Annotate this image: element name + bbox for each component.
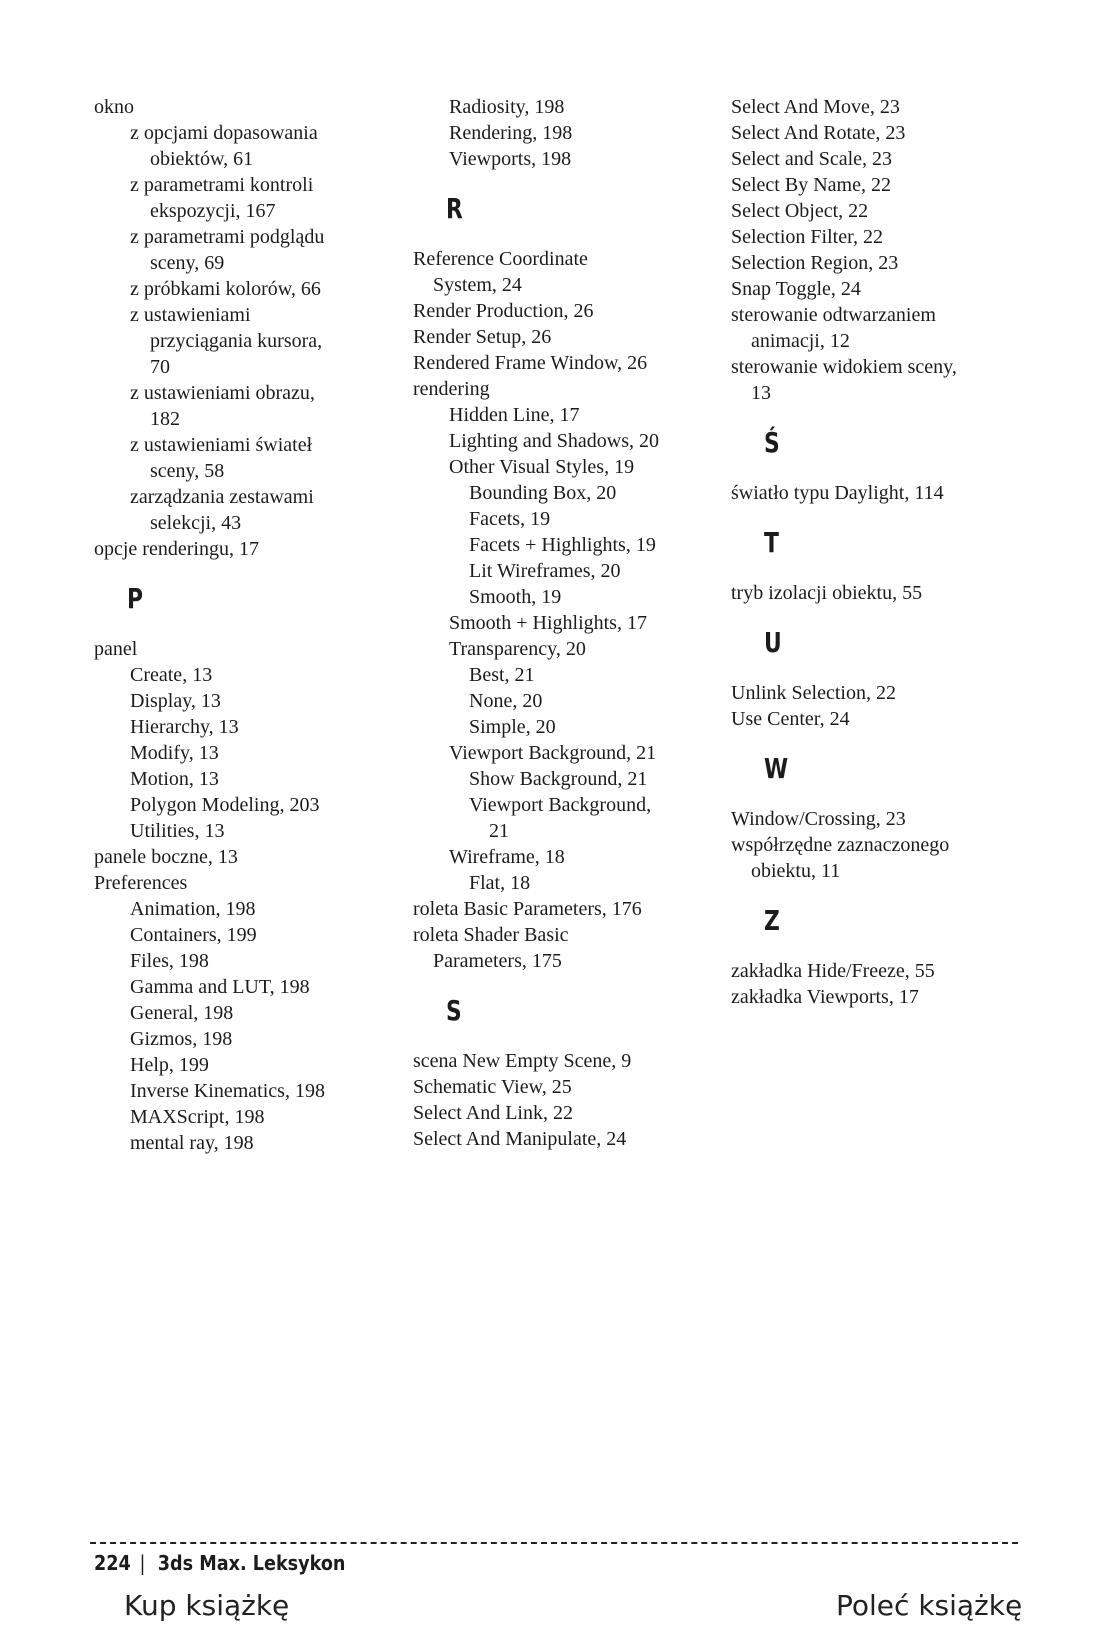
index-entry — [731, 198, 1031, 224]
index-entry-text: MAXScript, 198 — [130, 1106, 265, 1128]
index-entry-text: Help, 199 — [130, 1054, 209, 1076]
index-entry-text: zakładka Viewports, 17 — [731, 986, 919, 1008]
index-entry-continuation: animacji, 12 — [751, 330, 850, 352]
index-entry — [413, 792, 713, 844]
index-entry — [94, 276, 394, 302]
index-entry-text: sterowanie widokiem sceny, — [731, 356, 957, 378]
index-entry-text: światło typu Daylight, 114 — [731, 482, 944, 504]
index-entry — [413, 146, 713, 172]
index-entry — [731, 276, 1031, 302]
index-entry — [94, 1130, 394, 1156]
index-entry-text: Select And Move, 23 — [731, 96, 900, 118]
buy-book-link[interactable]: Kup książkę — [124, 1589, 290, 1622]
index-entry — [413, 1100, 713, 1126]
section-letter: Ś — [764, 426, 780, 459]
index-entry — [94, 120, 394, 172]
index-entry-text: Bounding Box, 20 — [469, 482, 617, 504]
index-entry-text: Selection Filter, 22 — [731, 226, 883, 248]
index-entry-text: z ustawieniami — [130, 304, 251, 326]
index-entry — [94, 1026, 394, 1052]
index-entry-text: Hidden Line, 17 — [449, 404, 580, 426]
index-entry-text: Wireframe, 18 — [449, 846, 565, 868]
index-entry — [94, 870, 394, 896]
index-entry — [413, 324, 713, 350]
index-entry — [94, 844, 394, 870]
index-entry-text: Smooth + Highlights, 17 — [449, 612, 647, 634]
index-entry — [413, 480, 713, 506]
index-entry — [413, 610, 713, 636]
index-entry — [413, 506, 713, 532]
index-entry-text: Selection Region, 23 — [731, 252, 899, 274]
index-entry — [413, 428, 713, 454]
index-entry-continuation: sceny, 58 — [150, 460, 225, 482]
index-entry — [413, 740, 713, 766]
book-title: 3ds Max. Leksykon — [157, 1551, 346, 1575]
index-entry-text: zakładka Hide/Freeze, 55 — [731, 960, 935, 982]
index-entry — [94, 172, 394, 224]
index-entry-text: współrzędne zaznaczonego — [731, 834, 950, 856]
index-entry-text: Select Object, 22 — [731, 200, 869, 222]
index-entry-text: Radiosity, 198 — [449, 96, 565, 118]
index-entry — [94, 792, 394, 818]
index-entry-continuation: sceny, 69 — [150, 252, 225, 274]
index-entry-text: z parametrami podglądu — [130, 226, 325, 248]
index-entry-text: rendering — [413, 378, 490, 400]
index-entry-text: Unlink Selection, 22 — [731, 682, 896, 704]
index-entry — [413, 870, 713, 896]
footer-separator: | — [139, 1551, 146, 1575]
index-entry — [413, 350, 713, 376]
section-letter: W — [764, 752, 789, 785]
index-entry — [731, 806, 1031, 832]
index-entry-text: z próbkami kolorów, 66 — [130, 278, 321, 300]
index-entry-continuation: System, 24 — [433, 274, 522, 296]
index-entry-text: Lighting and Shadows, 20 — [449, 430, 659, 452]
index-entry — [413, 120, 713, 146]
section-letter: Z — [764, 904, 780, 937]
index-entry — [413, 558, 713, 584]
index-entry — [413, 714, 713, 740]
index-entry-continuation: 70 — [150, 356, 170, 378]
index-entry — [94, 896, 394, 922]
index-entry-text: Select By Name, 22 — [731, 174, 891, 196]
index-column-2 — [413, 94, 713, 1152]
recommend-book-link[interactable]: Poleć książkę — [836, 1589, 1023, 1622]
index-entry — [413, 636, 713, 662]
index-entry — [413, 844, 713, 870]
index-entry-text: Inverse Kinematics, 198 — [130, 1080, 325, 1102]
index-entry — [731, 984, 1031, 1010]
footer-rule — [90, 1542, 1018, 1544]
index-entry — [94, 302, 394, 380]
index-entry-text: Show Background, 21 — [469, 768, 648, 790]
index-entry — [731, 224, 1031, 250]
index-entry — [413, 1074, 713, 1100]
index-entry — [94, 636, 394, 662]
index-entry — [731, 680, 1031, 706]
index-entry-text: Modify, 13 — [130, 742, 219, 764]
index-entry-continuation: ekspozycji, 167 — [150, 200, 276, 222]
index-entry — [413, 1126, 713, 1152]
index-entry — [731, 706, 1031, 732]
index-entry-text: mental ray, 198 — [130, 1132, 254, 1154]
index-entry-continuation: Parameters, 175 — [433, 950, 562, 972]
index-entry — [94, 1000, 394, 1026]
index-entry-text: Viewport Background, — [469, 794, 652, 816]
section-letter: R — [446, 192, 463, 225]
index-entry-continuation: 182 — [150, 408, 180, 430]
index-entry — [731, 250, 1031, 276]
index-entry-text: Simple, 20 — [469, 716, 556, 738]
index-entry — [413, 298, 713, 324]
index-entry — [94, 714, 394, 740]
index-entry-text: Render Setup, 26 — [413, 326, 552, 348]
index-entry-text: Containers, 199 — [130, 924, 257, 946]
index-entry-text: okno — [94, 96, 134, 118]
index-entry-text: z ustawieniami świateł — [130, 434, 313, 456]
index-entry-text: Hierarchy, 13 — [130, 716, 239, 738]
index-entry — [413, 766, 713, 792]
index-entry-text: roleta Basic Parameters, 176 — [413, 898, 642, 920]
index-entry — [94, 1104, 394, 1130]
index-entry — [731, 302, 1031, 354]
index-entry — [413, 662, 713, 688]
index-entry — [94, 688, 394, 714]
index-entry-text: Viewports, 198 — [449, 148, 572, 170]
footer — [94, 1550, 345, 1576]
page-number: 224 — [94, 1551, 131, 1575]
index-entry — [731, 480, 1031, 506]
index-entry-text: Reference Coordinate — [413, 248, 588, 270]
index-entry-text: Gizmos, 198 — [130, 1028, 233, 1050]
index-entry — [731, 958, 1031, 984]
index-entry — [94, 974, 394, 1000]
index-entry-text: Utilities, 13 — [130, 820, 225, 842]
index-entry — [94, 922, 394, 948]
index-entry — [731, 354, 1031, 406]
index-entry-text: tryb izolacji obiektu, 55 — [731, 582, 923, 604]
index-entry — [94, 536, 394, 562]
index-entry — [413, 94, 713, 120]
index-column-1 — [94, 94, 394, 1156]
index-entry-continuation: selekcji, 43 — [150, 512, 242, 534]
index-entry-text: Rendered Frame Window, 26 — [413, 352, 648, 374]
index-entry — [413, 688, 713, 714]
index-entry — [94, 766, 394, 792]
index-entry-text: Create, 13 — [130, 664, 213, 686]
index-entry-text: Gamma and LUT, 198 — [130, 976, 310, 998]
index-entry-text: sterowanie odtwarzaniem — [731, 304, 936, 326]
index-entry — [94, 432, 394, 484]
index-entry-text: roleta Shader Basic — [413, 924, 569, 946]
index-entry — [94, 380, 394, 432]
index-column-3 — [731, 94, 1031, 1010]
index-entry — [413, 584, 713, 610]
index-entry-continuation: przyciągania kursora, — [150, 330, 323, 352]
index-entry-text: Rendering, 198 — [449, 122, 573, 144]
index-entry-text: Window/Crossing, 23 — [731, 808, 906, 830]
index-entry — [94, 484, 394, 536]
index-entry — [731, 832, 1031, 884]
index-entry — [731, 580, 1031, 606]
index-entry-text: Smooth, 19 — [469, 586, 562, 608]
index-entry-text: Preferences — [94, 872, 188, 894]
section-letter: P — [127, 582, 144, 615]
index-entry — [413, 922, 713, 974]
index-entry-text: Motion, 13 — [130, 768, 219, 790]
index-entry-text: Best, 21 — [469, 664, 535, 686]
index-entry-text: Schematic View, 25 — [413, 1076, 572, 1098]
index-entry-text: Render Production, 26 — [413, 300, 594, 322]
index-entry — [731, 120, 1031, 146]
index-entry — [94, 740, 394, 766]
index-entry — [413, 896, 713, 922]
index-entry-text: Select And Link, 22 — [413, 1102, 573, 1124]
index-entry-text: Use Center, 24 — [731, 708, 850, 730]
index-entry — [413, 246, 713, 298]
index-entry-text: z ustawieniami obrazu, — [130, 382, 315, 404]
index-entry-text: opcje renderingu, 17 — [94, 538, 259, 560]
index-entry-text: zarządzania zestawami — [130, 486, 314, 508]
index-entry-text: General, 198 — [130, 1002, 234, 1024]
index-entry — [731, 94, 1031, 120]
index-entry-text: Facets + Highlights, 19 — [469, 534, 656, 556]
index-entry — [731, 146, 1031, 172]
index-entry — [413, 1048, 713, 1074]
index-entry — [94, 948, 394, 974]
index-entry — [413, 532, 713, 558]
index-entry — [731, 172, 1031, 198]
index-entry-text: Files, 198 — [130, 950, 209, 972]
index-entry-text: Select And Manipulate, 24 — [413, 1128, 627, 1150]
section-letter: U — [764, 626, 782, 659]
index-entry-text: Snap Toggle, 24 — [731, 278, 861, 300]
index-entry — [413, 402, 713, 428]
section-letter: S — [446, 994, 462, 1027]
index-entry — [94, 224, 394, 276]
index-entry — [94, 94, 394, 120]
index-entry-text: z opcjami dopasowania — [130, 122, 318, 144]
index-entry-continuation: obiektu, 11 — [751, 860, 841, 882]
index-entry-text: Flat, 18 — [469, 872, 531, 894]
index-entry-text: z parametrami kontroli — [130, 174, 314, 196]
index-entry-text: Animation, 198 — [130, 898, 256, 920]
index-entry-text: panel — [94, 638, 138, 660]
section-letter: T — [764, 526, 779, 559]
index-entry-text: None, 20 — [469, 690, 543, 712]
index-entry-text: Select and Scale, 23 — [731, 148, 893, 170]
index-entry-text: Polygon Modeling, 203 — [130, 794, 320, 816]
index-entry-text: Other Visual Styles, 19 — [449, 456, 635, 478]
index-entry-text: Facets, 19 — [469, 508, 551, 530]
index-entry-text: Display, 13 — [130, 690, 221, 712]
index-entry-text: Viewport Background, 21 — [449, 742, 657, 764]
index-entry-text: Transparency, 20 — [449, 638, 586, 660]
index-entry — [94, 1052, 394, 1078]
index-entry — [94, 662, 394, 688]
index-entry — [94, 818, 394, 844]
index-entry — [413, 376, 713, 402]
index-entry — [413, 454, 713, 480]
index-entry-continuation: 21 — [489, 820, 509, 842]
index-entry — [94, 1078, 394, 1104]
index-entry-text: scena New Empty Scene, 9 — [413, 1050, 632, 1072]
index-entry-text: panele boczne, 13 — [94, 846, 238, 868]
index-entry-text: Select And Rotate, 23 — [731, 122, 906, 144]
index-entry-continuation: obiektów, 61 — [150, 148, 254, 170]
index-entry-text: Lit Wireframes, 20 — [469, 560, 621, 582]
index-entry-continuation: 13 — [751, 382, 771, 404]
